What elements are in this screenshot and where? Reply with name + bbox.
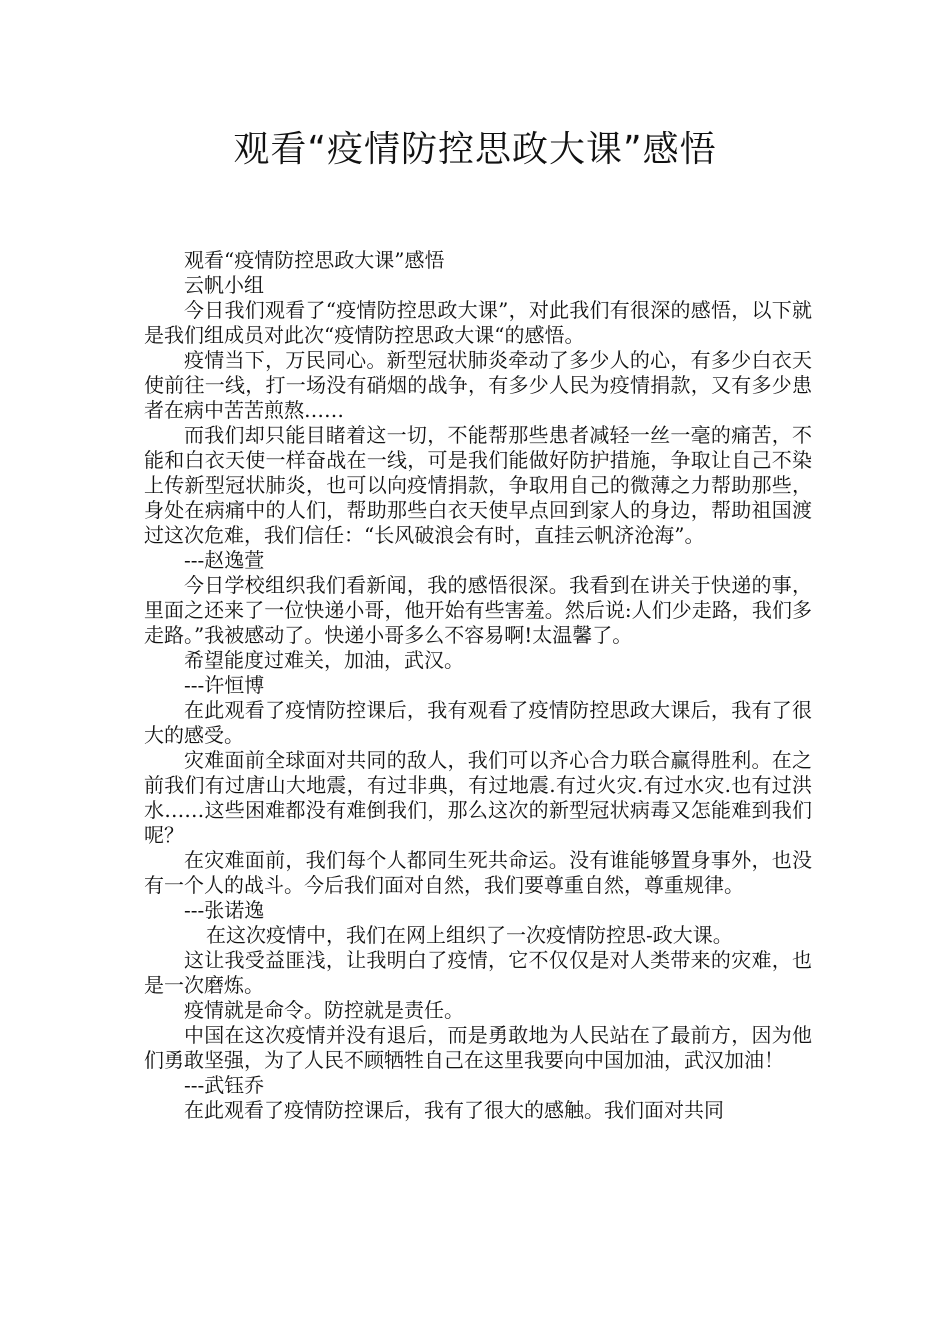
paragraph: 这让我受益匪浅，让我明白了疫情，它不仅仅是对人类带来的灾难，也是一次磨炼。 <box>144 948 812 997</box>
paragraph: 在灾难面前，我们每个人都同生死共命运。没有谁能够置身事外，也没有一个人的战斗。今后我们面对自然，我们要尊重自然，尊重规律。 <box>144 848 812 897</box>
paragraph: 在此观看了疫情防控课后，我有了很大的感触。我们面对共同 <box>184 1098 724 1122</box>
paragraph-group-name: 云帆小组 <box>184 273 264 297</box>
paragraph: 疫情当下，万民同心。新型冠状肺炎牵动了多少人的心，有多少白衣天使前往一线，打一场没有硝烟的战争，有多少人民为疫情捐款，又有多少患者在病中苦苦煎熬…… <box>144 348 812 422</box>
paragraph: 今日学校组织我们看新闻，我的感悟很深。我看到在讲关于快递的事，里面之还来了一位快递小哥，他开始有些害羞。然后说:人们少走路，我们多走路。”我被感动了。快递小哥多么不容易啊!太温馨了。 <box>144 573 812 647</box>
paragraph: 今日我们观看了“疫情防控思政大课”，对此我们有很深的感悟，以下就是我们组成员对此次“疫情防控思政大课“的感悟。 <box>144 298 812 347</box>
document-body <box>144 248 812 1123</box>
paragraph: 中国在这次疫情并没有退后，而是勇敢地为人民站在了最前方，因为他们勇敢坚强，为了人民不顾牺牲自己在这里我要向中国加油，武汉加油！ <box>144 1023 812 1072</box>
paragraph: 灾难面前全球面对共同的敌人，我们可以齐心合力联合赢得胜利。在之前我们有过唐山大地震，有过非典，有过地震.有过火灾.有过水灾.也有过洪水……这些困难都没有难倒我们，那么这次的新型冠状病毒又怎能难到我们呢？ <box>144 748 812 847</box>
document-title: 观看“疫情防控思政大课”感悟 <box>233 129 717 170</box>
paragraph: 疫情就是命令。防控就是责任。 <box>184 998 464 1022</box>
paragraph: 在这次疫情中，我们在网上组织了一次疫情防控思-政大课。 <box>206 923 733 947</box>
paragraph: 而我们却只能目睹着这一切，不能帮那些患者减轻一丝一毫的痛苦，不能和白衣天使一样奋战在一线，可是我们能做好防护措施，争取让自己不染上传新型冠状肺炎，也可以向疫情捐款，争取用自己的微薄之力帮助那些，身处在病痛中的人们，帮助那些白衣天使早点回到家人的身边，帮助祖国渡过这次危难，我们信任：“长风破浪会有时，直挂云帆济沧海”。 <box>144 423 812 547</box>
author-signature: ---赵逸萱 <box>184 548 265 572</box>
author-signature: ---许恒博 <box>184 673 265 697</box>
paragraph: 在此观看了疫情防控课后，我有观看了疫情防控思政大课后，我有了很大的感受。 <box>144 698 812 747</box>
paragraph-subtitle: 观看“疫情防控思政大课”感悟 <box>184 248 445 272</box>
paragraph: 希望能度过难关，加油，武汉。 <box>184 648 464 672</box>
author-signature: ---张诺逸 <box>184 898 265 922</box>
author-signature: ---武钰乔 <box>184 1073 265 1097</box>
